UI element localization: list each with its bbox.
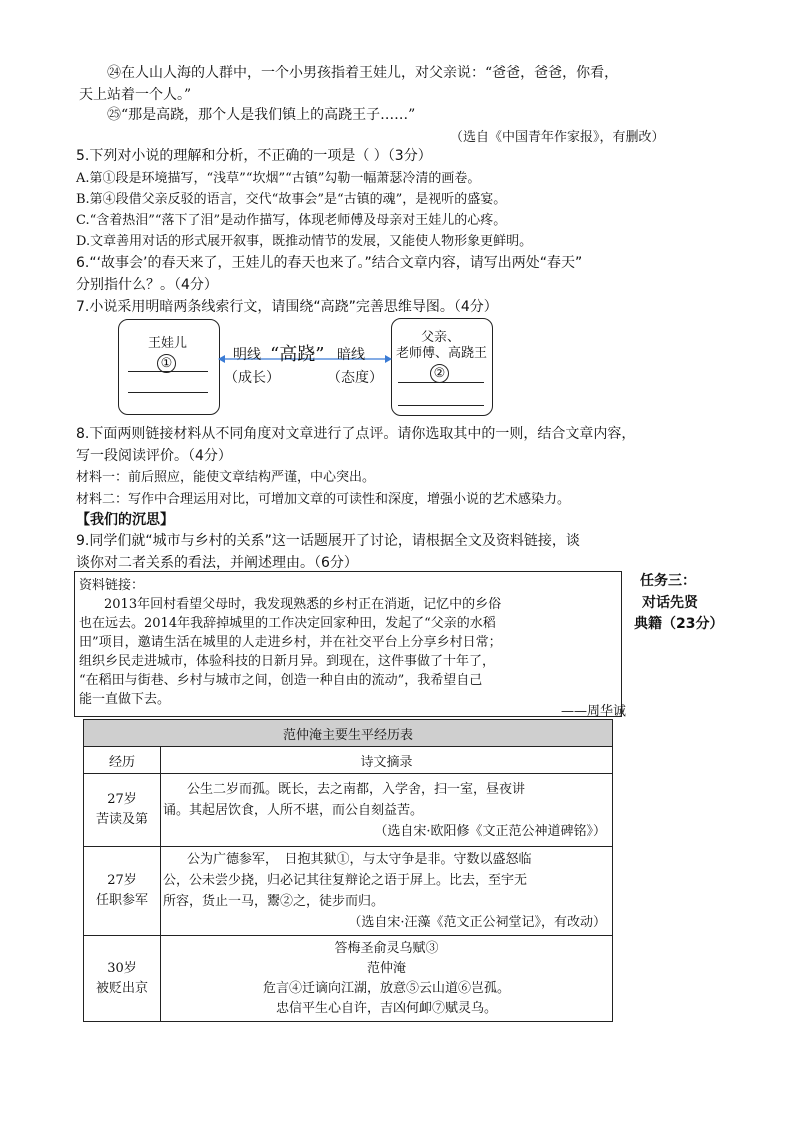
task3-label-1: 任务三： bbox=[640, 573, 696, 589]
mindmap-right-title-1: 父亲、 bbox=[421, 330, 461, 345]
table-row-1-event: 苦读及第 bbox=[95, 812, 148, 827]
mindmap-blank-2-label: ② bbox=[430, 364, 449, 383]
mindmap-right-title-2: 老师傅、高跷王 bbox=[396, 346, 488, 361]
task3-label-2: 对话先贤 bbox=[642, 595, 698, 611]
table-row-2-line-3: 所容，货止一马，鬻②之，徒步而归。 bbox=[163, 894, 385, 909]
question-8-line2: 写一段阅读评价。（4分） bbox=[76, 448, 232, 464]
mindmap-light-line-label: 明线 bbox=[233, 347, 261, 363]
table-row-2-content bbox=[161, 847, 613, 936]
table-row-3-event: 被贬出京 bbox=[95, 980, 148, 996]
table-row-1-source: （选自宋·欧阳修《文正范公神道碑铭》） bbox=[374, 823, 606, 839]
mindmap-left-title: 王娃儿 bbox=[148, 336, 188, 351]
table-row-2-line-1: 公为广德参军， 日抱其狱①，与太守争是非。守数以盛怒临 bbox=[187, 852, 532, 867]
question-8-material-1: 材料一：前后照应，能使文章结构严谨，中心突出。 bbox=[76, 470, 376, 485]
material-line-1: 2013年回村看望父母时，我发现熟悉的乡村正在消逝，记忆中的乡俗 bbox=[104, 597, 502, 612]
question-9-line2: 谈你对二者关系的看法，并阐述理由。（6分） bbox=[76, 555, 358, 571]
table-caption: 范仲淹主要生平经历表 bbox=[84, 720, 613, 747]
table-row-3-label bbox=[84, 936, 161, 1022]
section-title: 【我们的沉思】 bbox=[76, 512, 174, 528]
mindmap-growth-label: （成长） bbox=[224, 370, 280, 386]
question-9-line1: 9.同学们就“城市与乡村的关系”这一话题展开了讨论，请根据全文及资料链接，谈 bbox=[76, 533, 580, 549]
material-author: ——周华诚 bbox=[561, 704, 627, 719]
story-paragraph-24-line1: ㉔在人山人海的人群中，一个小男孩指着王娃儿，对父亲说：“爸爸，爸爸，你看， bbox=[107, 65, 619, 81]
question-5-option-d: D.文章善用对话的形式展开叙事，既推动情节的发展，又能使人物形象更鲜明。 bbox=[76, 234, 533, 249]
mindmap-answer-line-1[interactable] bbox=[128, 371, 208, 372]
table-row-3-age: 30岁 bbox=[107, 960, 137, 976]
mindmap-attitude-label: （态度） bbox=[327, 370, 383, 386]
question-5-option-c: C.“含着热泪”“落下了泪”是动作描写，体现老师傅及母亲对王娃儿的心疼。 bbox=[76, 213, 507, 228]
question-6-line1: 6.“‘故事会’的春天来了，王娃儿的春天也来了。”结合文章内容，请写出两处“春天” bbox=[76, 255, 583, 271]
question-6-line2: 分别指什么？。（4分） bbox=[76, 277, 218, 293]
table-row-2-event: 任职参军 bbox=[95, 893, 148, 908]
table-row-3-poem-author: 范仲淹 bbox=[366, 960, 406, 976]
table-row-2-label bbox=[84, 847, 161, 936]
mindmap-dark-line-label: 暗线 bbox=[337, 347, 365, 363]
table-row-3-content bbox=[161, 936, 613, 1022]
table-row-1-line-1: 公生二岁而孤。既长，去之南都，入学舍，扫一室，昼夜讲 bbox=[187, 781, 526, 797]
mindmap-blank-1-label: ① bbox=[157, 354, 176, 373]
mindmap-answer-line-2[interactable] bbox=[398, 382, 484, 383]
question-7-stem: 7.小说采用明暗两条线索行文，请围绕“高跷”完善思维导图。（4分） bbox=[76, 299, 498, 315]
table-row-1-age: 27岁 bbox=[107, 792, 137, 807]
material-line-6: 能一直做下去。 bbox=[79, 692, 171, 707]
question-5-option-a: A.第①段是环境描写，“浅草”“坎烟”“古镇”勾勒一幅萧瑟冷清的画卷。 bbox=[76, 171, 481, 186]
material-line-2: 也在远去。2014年我辞掉城里的工作决定回家种田，发起了“父亲的水稻 bbox=[79, 616, 496, 631]
story-source: （选自《中国青年作家报》，有删改） bbox=[450, 130, 665, 145]
table-row-1-label bbox=[84, 774, 161, 847]
story-paragraph-25: ㉕“那是高跷，那个人是我们镇上的高跷王子……” bbox=[107, 107, 416, 123]
table-row-2-age: 27岁 bbox=[107, 873, 137, 888]
life-table bbox=[83, 719, 613, 1022]
question-8-material-2: 材料二：写作中合理运用对比，可增加文章的可读性和深度，增强小说的艺术感染力。 bbox=[76, 492, 571, 507]
table-row-3-poem-line-1: 危言④迁谪向江湖，放意⑤云山道⑥岂孤。 bbox=[262, 980, 510, 996]
table-header-excerpt: 诗文摘录 bbox=[161, 747, 613, 774]
material-head: 资料链接： bbox=[79, 578, 145, 593]
question-5-stem: 5.下列对小说的理解和分析，不正确的一项是（ ）（3分） bbox=[76, 148, 432, 164]
task3-label-3: 典籍（23分） bbox=[634, 616, 724, 632]
material-line-5: “在稻田与街巷、乡村与城市之间，创造一种自由的流动”，我希望自己 bbox=[79, 673, 483, 688]
story-paragraph-24-line2: 天上站着一个人。” bbox=[79, 87, 192, 103]
question-8-line1: 8.下面两则链接材料从不同角度对文章进行了点评。请你选取其中的一则，结合文章内容， bbox=[76, 426, 636, 442]
mindmap-answer-line-2b[interactable] bbox=[398, 405, 484, 406]
material-line-4: 组织乡民走进城市，体验科技的日新月异。到现在，这件事做了十年了， bbox=[79, 654, 496, 669]
material-line-3: 田”项目，邀请生活在城里的人走进乡村，并在社交平台上分享乡村日常； bbox=[79, 635, 502, 650]
table-row-1-line-2: 诵。其起居饮食，人所不堪，而公自刻益苦。 bbox=[163, 802, 424, 818]
table-header-experience: 经历 bbox=[84, 747, 161, 774]
mindmap-answer-line-1b[interactable] bbox=[128, 392, 208, 393]
table-row-2-source: （选自宋·汪藻《范文正公祠堂记》，有改动） bbox=[348, 915, 606, 930]
table-row-3-poem-line-2: 忠信平生心自许，吉凶何卹⑦赋灵乌。 bbox=[275, 1000, 497, 1016]
mindmap-center-label: “高跷” bbox=[270, 344, 325, 365]
table-row-2-line-2: 公，公未尝少挠，归必记其往复辩论之语于屏上。比去，至宇无 bbox=[163, 873, 528, 888]
question-5-option-b: B.第④段借父亲反驳的语言，交代“故事会”是“古镇的魂”，是视听的盛宴。 bbox=[76, 192, 507, 207]
table-row-1-content bbox=[161, 774, 613, 847]
table-row-3-poem-title: 答梅圣俞灵乌赋③ bbox=[334, 940, 439, 956]
